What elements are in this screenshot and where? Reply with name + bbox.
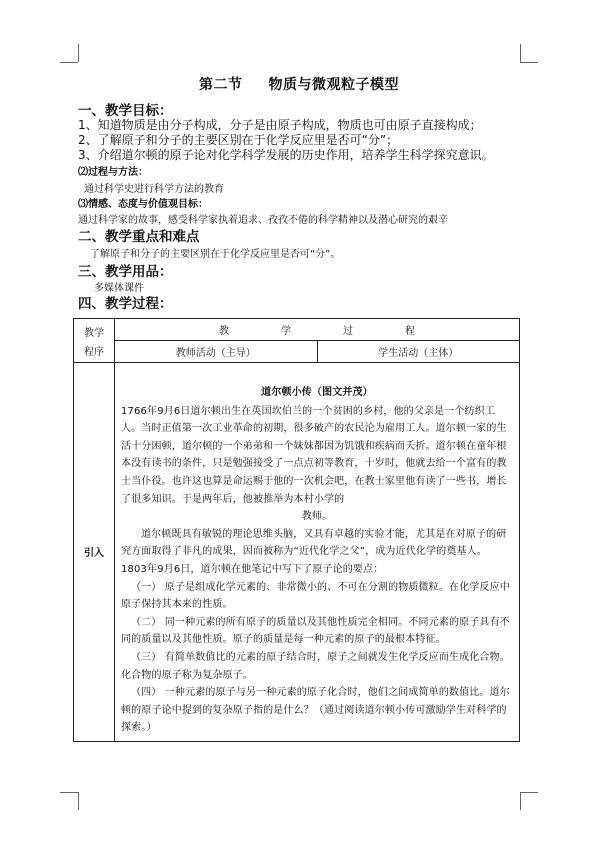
header-line: 教学	[84, 327, 104, 339]
story-title: 道尔顿小传（图文并茂）	[261, 387, 373, 398]
teaching-process-table	[73, 318, 520, 742]
section-title: 物质与微观粒子模型	[268, 77, 399, 93]
story-paragraph: 1803年9月6日，道尔顿在他笔记中写下了原子论的要点：	[121, 563, 384, 575]
section-number: 第二节	[199, 77, 243, 93]
heading-emotion-values: ⑶情感、态度与价值观目标：	[78, 199, 208, 210]
header-line: 程序	[84, 346, 104, 358]
objective-item: 1、知道物质是由分子构成，分子是由原子构成，物质也可由原子直接构成；	[78, 118, 482, 132]
table-header-teacher: 教师活动（主导）	[115, 341, 318, 363]
table-header-procedure	[74, 319, 115, 363]
story-paragraph: 1766年9月6日道尔顿出生在英国坎伯兰的一个贫困的乡村，他的父亲是一个纺织工人。当时正值第一次工业革命的初期，很多破产的农民沦为雇用工人。道尔顿一家的生活十分困顿，道尔顿的一个弟弟和一个妹妹都因为饥饿和疾病而夭折。道尔顿在童年根本没有读书的条件，只是勉强接受了一点点初等教育，十岁时，他就去给一个富有的教士当仆役。也许这也算是命运赐于他的一次机会吧，在教士家里他有读了一些书，增长了很多知识。于是两年后，他被推举为本村小学的	[121, 405, 507, 505]
crop-mark-top-left-v	[78, 44, 79, 62]
heading-process-method: ⑵过程与方法：	[78, 167, 148, 178]
header-char: 程	[405, 326, 415, 337]
heading-teaching-process: 四、教学过程：	[78, 296, 173, 312]
story-paragraph: 教师。	[301, 511, 333, 523]
header-char: 学	[281, 326, 291, 337]
heading-objectives: 一、教学目标：	[78, 103, 173, 119]
row-label-intro: 引入	[74, 363, 115, 742]
header-char: 过	[343, 326, 353, 337]
crop-mark-top-right-v	[520, 44, 521, 62]
atomic-theory-point: （一） 原子是组成化学元素的、非常微小的、不可在分割的物质微粒。在化学反应中原子保持其本来的性质。	[121, 581, 510, 611]
emotion-values-text: 通过科学家的故事，感受科学家执着追求、孜孜不倦的科学精神以及潜心研究的艰辛	[78, 215, 448, 226]
key-points-text: 了解原子和分子的主要区别在于化学反应里是否可“分”。	[90, 249, 341, 260]
table-header-student: 学生活动（主体）	[317, 341, 520, 363]
objective-item: 2、了解原子和分子的主要区别在于化学反应里是否可“分”；	[78, 133, 399, 147]
intro-content	[115, 363, 520, 742]
atomic-theory-point: （二） 同一种元素的所有原子的质量以及其他性质完全相同。不同元素的原子具有不同的质量以及其他性质。原子的质量是每一种元素的原子的最根本特征。	[121, 616, 510, 646]
crop-mark-bottom-right-h	[520, 792, 538, 793]
materials-text: 多媒体课件	[94, 283, 144, 294]
page-title	[0, 74, 598, 94]
crop-mark-bottom-left-h	[60, 792, 78, 793]
header-char: 教	[219, 326, 229, 337]
story-paragraph: 道尔顿既具有敏锐的理论思维头脑，又具有卓越的实验才能，尤其是在对原子的研究方面取得了非凡的成果，因而被称为“近代化学之父”，成为近代化学的奠基人。	[121, 528, 507, 558]
objective-item: 3、介绍道尔顿的原子论对化学科学发展的历史作用，培养学生科学探究意识。	[78, 148, 494, 162]
crop-mark-top-right-h	[520, 62, 538, 63]
heading-materials: 三、教学用品：	[78, 264, 173, 280]
process-method-text: 通过科学史进行科学方法的教育	[84, 184, 224, 195]
table-header-process	[115, 319, 520, 341]
heading-key-points: 二、教学重点和难点	[78, 229, 200, 245]
atomic-theory-point: （四） 一种元素的原子与另一种元素的原子化合时，他们之间成简单的数值比。道尔顿的原子论中提到的复杂原子指的是什么？（通过阅读道尔顿小传可激励学生对科学的探索。）	[121, 687, 510, 734]
crop-mark-top-left-h	[60, 62, 78, 63]
atomic-theory-point: （三） 有简单数值比的元素的原子结合时，原子之间就发生化学反应而生成化合物。化合物的原子称为复杂原子。	[121, 651, 510, 681]
crop-mark-bottom-right-v	[520, 792, 521, 810]
crop-mark-bottom-left-v	[78, 792, 79, 810]
